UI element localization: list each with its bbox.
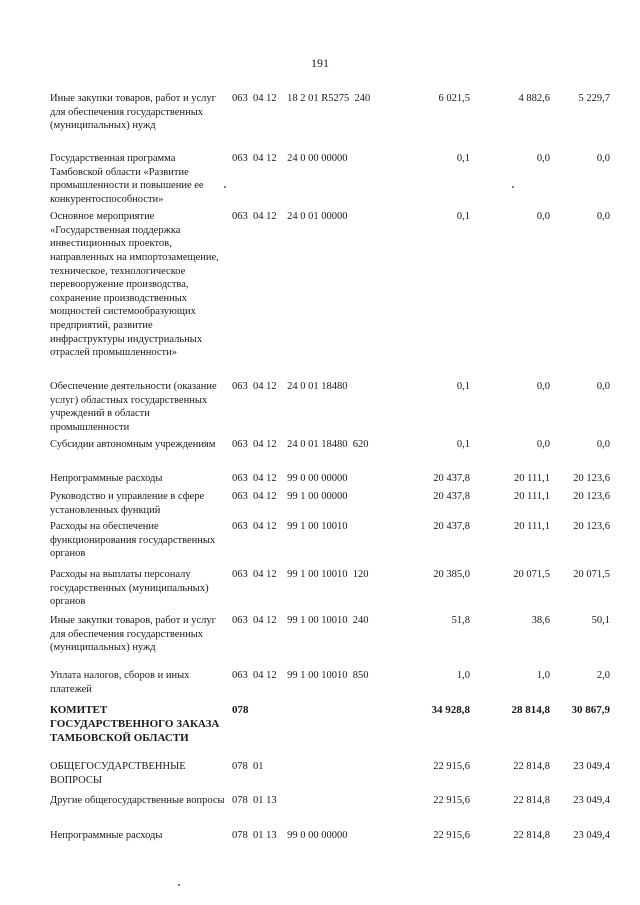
table-row (0, 152, 610, 207)
table-row (0, 380, 610, 435)
value-2020: 5 229,7 (578, 93, 610, 104)
value-2019: 0,0 (536, 153, 550, 164)
value-2019: 20 111,1 (514, 473, 550, 484)
row-code: 078 01 13 99 0 00 00000 (232, 830, 348, 841)
value-2020: 0,0 (596, 153, 610, 164)
value-2018: 34 928,8 (431, 704, 470, 716)
row-name: Основное мероприятие «Государственная поддержка инвестиционных проектов, направленных на импортозамещение, техническое, технологическое перевооружение производства, сохранение производственных мощностей системообразующих предприятий, развитие инфраструктуры индустриальных отраслей промышленности» (50, 211, 219, 359)
value-2020: 30 867,9 (571, 704, 610, 716)
row-code: 063 04 12 24 0 01 18480 620 (232, 439, 369, 450)
value-2018: 22 915,6 (433, 830, 470, 841)
row-code: 063 04 12 99 0 00 00000 (232, 473, 348, 484)
value-2019: 38,6 (531, 615, 550, 626)
table-row (0, 438, 610, 452)
row-name: КОМИТЕТ ГОСУДАРСТВЕННОГО ЗАКАЗА ТАМБОВСКОЙ ОБЛАСТИ (50, 704, 220, 744)
table-row (0, 568, 610, 609)
value-2018: 0,1 (456, 153, 470, 164)
row-name: Уплата налогов, сборов и иных платежей (50, 670, 190, 695)
row-name: Субсидии автономным учреждениям (50, 439, 216, 450)
table-row (0, 669, 610, 696)
row-code: 063 04 12 99 1 00 10010 240 (232, 615, 369, 626)
row-name: Государственная программа Тамбовской области «Развитие промышленности и повышение ее конкурентоспособности» (50, 153, 204, 205)
page-number: 191 (311, 56, 329, 70)
row-code: 063 04 12 99 1 00 10010 850 (232, 670, 369, 681)
row-code: 063 04 12 99 1 00 10010 120 (232, 569, 369, 580)
row-name: Непрограммные расходы (50, 830, 163, 841)
row-name: Руководство и управление в сфере установленных функций (50, 491, 205, 516)
row-code: 063 04 12 99 1 00 10010 (232, 521, 348, 532)
value-2018: 6 021,5 (438, 93, 470, 104)
row-name: Обеспечение деятельности (оказание услуг) областных государственных учреждений в области промышленности (50, 381, 217, 433)
value-2020: 20 123,6 (573, 491, 610, 502)
value-2018: 20 437,8 (433, 491, 470, 502)
value-2020: 20 071,5 (573, 569, 610, 580)
value-2019: 20 111,1 (514, 491, 550, 502)
value-2019: 0,0 (536, 439, 550, 450)
value-2018: 20 437,8 (433, 521, 470, 532)
value-2019: 1,0 (536, 670, 550, 681)
value-2019: 28 814,8 (511, 704, 550, 716)
table-row (0, 490, 610, 517)
value-2018: 0,1 (456, 381, 470, 392)
row-code: 063 04 12 24 0 01 00000 (232, 211, 348, 222)
row-name: Другие общегосударственные вопросы (50, 795, 225, 806)
row-code: 063 04 12 18 2 01 R5275 240 (232, 93, 371, 104)
value-2020: 23 049,4 (573, 761, 610, 772)
row-code: 063 04 12 99 1 00 00000 (232, 491, 348, 502)
value-2019: 20 071,5 (513, 569, 550, 580)
value-2020: 20 123,6 (573, 521, 610, 532)
row-code: 078 01 13 (232, 795, 277, 806)
value-2018: 0,1 (456, 439, 470, 450)
table-row (0, 829, 610, 843)
value-2020: 23 049,4 (573, 795, 610, 806)
table-row (0, 520, 610, 561)
value-2019: 4 882,6 (518, 93, 550, 104)
scan-dot (224, 186, 226, 188)
value-2020: 23 049,4 (573, 830, 610, 841)
value-2020: 20 123,6 (573, 473, 610, 484)
row-name: Расходы на обеспечение функционирования государственных органов (50, 521, 216, 560)
table-row (0, 794, 610, 808)
scan-dot (178, 884, 180, 886)
value-2019: 22 814,8 (513, 761, 550, 772)
value-2019: 22 814,8 (513, 830, 550, 841)
value-2018: 20 385,0 (433, 569, 470, 580)
value-2018: 0,1 (456, 211, 470, 222)
row-name: Расходы на выплаты персоналу государственных (муниципальных) органов (50, 569, 209, 608)
value-2020: 0,0 (596, 439, 610, 450)
table-row (0, 210, 610, 360)
table-row (0, 472, 610, 486)
value-2019: 0,0 (536, 211, 550, 222)
row-name: Иные закупки товаров, работ и услуг для обеспечения государственных (муниципальных) нужд (50, 93, 216, 132)
value-2018: 51,8 (451, 615, 470, 626)
row-code: 063 04 12 24 0 00 00000 (232, 153, 348, 164)
row-name: ОБЩЕГОСУДАРСТВЕННЫЕ ВОПРОСЫ (50, 761, 186, 786)
scan-dot (512, 186, 514, 188)
value-2018: 1,0 (456, 670, 470, 681)
value-2019: 20 111,1 (514, 521, 550, 532)
row-code: 063 04 12 24 0 01 18480 (232, 381, 348, 392)
row-code: 078 (232, 704, 249, 716)
value-2020: 2,0 (596, 670, 610, 681)
value-2019: 22 814,8 (513, 795, 550, 806)
table-row (0, 704, 610, 745)
table-row (0, 92, 610, 133)
table-row (0, 614, 610, 655)
value-2018: 22 915,6 (433, 761, 470, 772)
table-row (0, 760, 610, 787)
row-name: Непрограммные расходы (50, 473, 163, 484)
value-2020: 0,0 (596, 381, 610, 392)
value-2018: 20 437,8 (433, 473, 470, 484)
value-2018: 22 915,6 (433, 795, 470, 806)
value-2019: 0,0 (536, 381, 550, 392)
value-2020: 0,0 (596, 211, 610, 222)
row-code: 078 01 (232, 761, 264, 772)
row-name: Иные закупки товаров, работ и услуг для обеспечения государственных (муниципальных) нужд (50, 615, 216, 654)
value-2020: 50,1 (591, 615, 610, 626)
